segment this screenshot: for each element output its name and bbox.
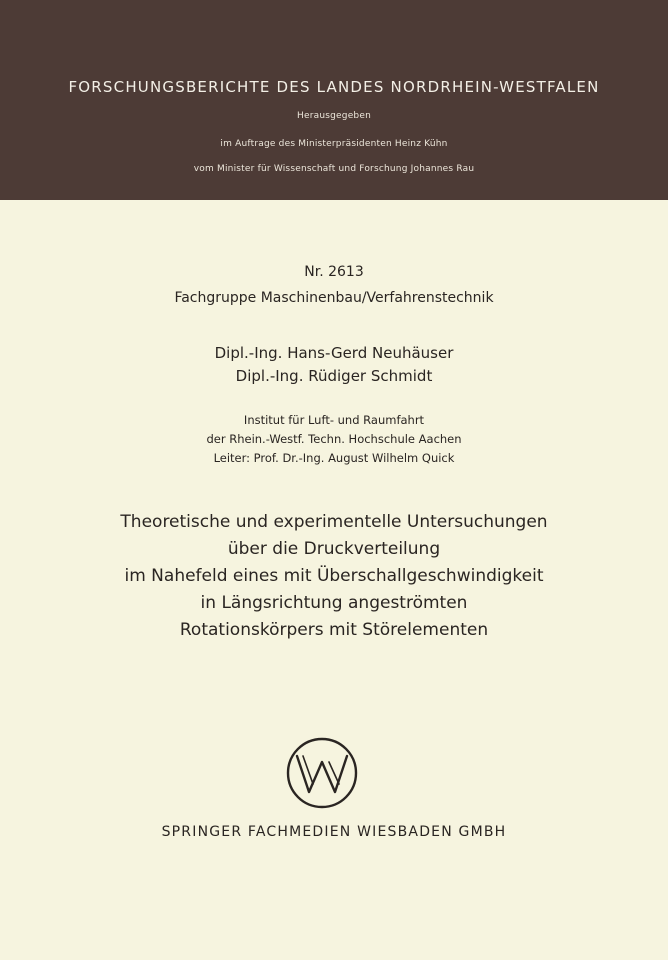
publisher-logo-icon (285, 736, 359, 810)
minister-line: vom Minister für Wissenschaft und Forschung Johannes Rau (193, 164, 475, 174)
commissioner-line: im Auftrage des Ministerpräsidenten Heinz Kühn (220, 139, 448, 149)
report-title-line: über die Druckverteilung (227, 539, 441, 559)
header-band (0, 0, 668, 200)
publisher-name: SPRINGER FACHMEDIEN WIESBADEN GMBH (161, 824, 507, 840)
report-title-line: Rotationskörpers mit Störelementen (179, 620, 489, 640)
subject-group: Fachgruppe Maschinenbau/Verfahrenstechnik (174, 290, 494, 306)
institute-name: Institut für Luft- und Raumfahrt (243, 413, 425, 427)
institute-university: der Rhein.-Westf. Techn. Hochschule Aachen (206, 432, 462, 446)
editor-label: Herausgegeben (297, 111, 371, 121)
report-title-line: im Nahefeld eines mit Überschallgeschwindigkeit (124, 566, 544, 586)
report-title-line: in Längsrichtung angeströmten (200, 593, 468, 613)
author-name: Dipl.-Ing. Rüdiger Schmidt (235, 367, 433, 385)
report-number: Nr. 2613 (304, 264, 364, 280)
series-title: FORSCHUNGSBERICHTE DES LANDES NORDRHEIN-WESTFALEN (68, 78, 600, 96)
institute-director: Leiter: Prof. Dr.-Ing. August Wilhelm Quick (213, 451, 455, 465)
author-name: Dipl.-Ing. Hans-Gerd Neuhäuser (214, 344, 454, 362)
report-title-line: Theoretische und experimentelle Untersuchungen (120, 512, 548, 532)
